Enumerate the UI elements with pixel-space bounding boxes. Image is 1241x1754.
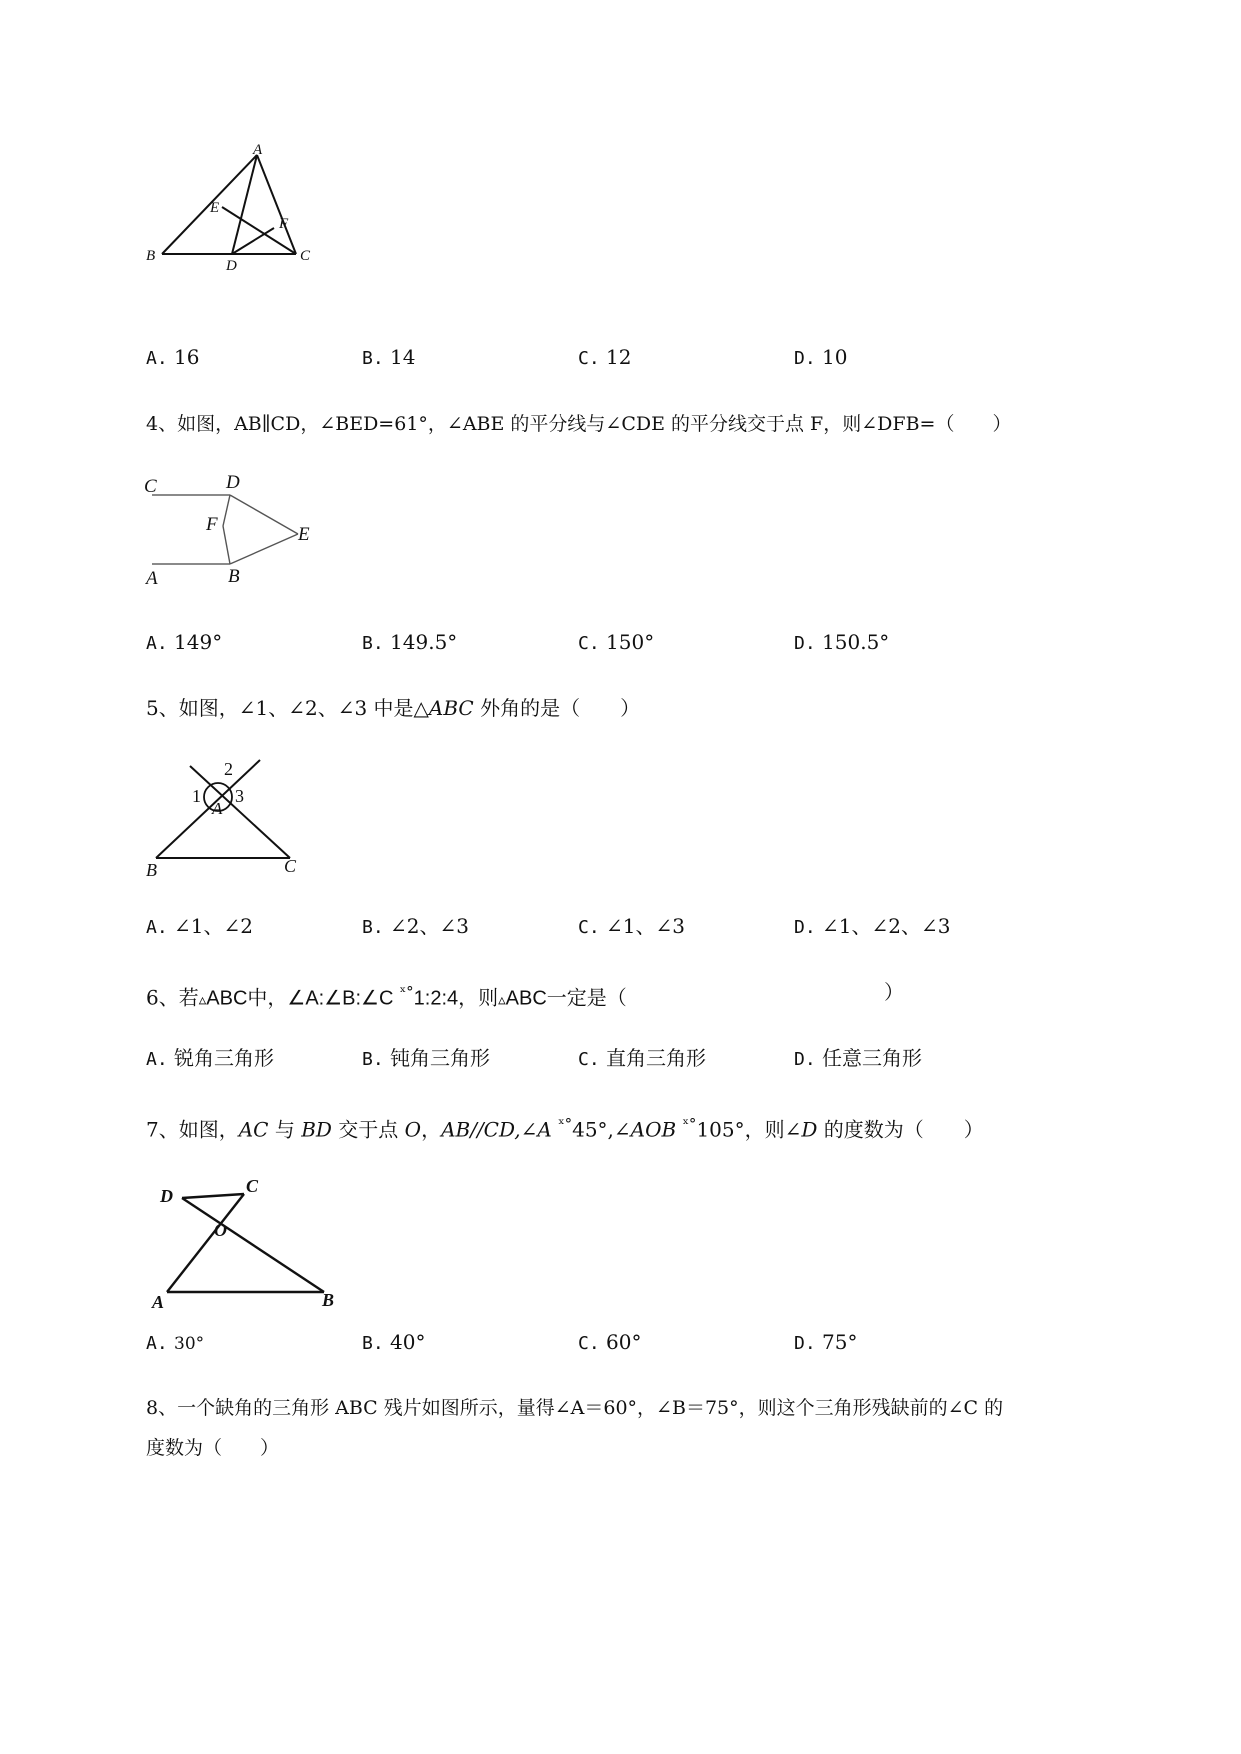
- q6-option-a[interactable]: [146, 1046, 274, 1072]
- q4-label-a: A: [146, 568, 158, 589]
- option-value: 149°: [174, 630, 223, 654]
- q8-stem-line1: 8、一个缺角的三角形 ABC 残片如图所示，量得∠A＝60°，∠B＝75°，则这个三角形残缺前的∠C 的: [146, 1397, 1004, 1419]
- q7-label-c: C: [246, 1176, 259, 1196]
- q7-t3: ，: [421, 1117, 442, 1142]
- q4-label-c: C: [144, 476, 157, 497]
- q3-option-a[interactable]: [146, 345, 200, 371]
- q5-stem-prefix: 5、如图，∠1、∠2、∠3 中是△: [146, 696, 429, 720]
- option-letter: B.: [362, 633, 384, 654]
- q6-abc: ABC: [206, 987, 248, 1010]
- q6-abc: ABC: [505, 987, 547, 1010]
- q3-option-b[interactable]: [362, 345, 416, 371]
- q6-stem-suffix: 一定是（: [546, 985, 627, 1010]
- q6-stem: [146, 980, 627, 1012]
- option-letter: C.: [578, 348, 600, 369]
- option-value: 锐角三角形: [174, 1046, 275, 1070]
- option-value: 150.5°: [822, 630, 890, 654]
- option-letter: D.: [794, 633, 816, 654]
- q6-close-paren: ）: [884, 980, 904, 1004]
- option-value: 150°: [606, 630, 655, 654]
- q6-mid2: ，则: [458, 985, 499, 1010]
- option-letter: D.: [794, 917, 816, 938]
- q7-v2: 105°，则∠: [696, 1117, 802, 1142]
- q5-option-d[interactable]: [794, 914, 951, 940]
- q4-label-d: D: [226, 472, 240, 493]
- q7-t2: 交于点: [331, 1117, 405, 1142]
- option-value: 12: [606, 345, 632, 369]
- q7-aob: AOB: [630, 1117, 677, 1142]
- option-value: 10: [822, 345, 848, 369]
- q3-option-c[interactable]: [578, 345, 632, 371]
- q3-label-e: E: [210, 200, 220, 216]
- q5-label-2: 2: [224, 759, 233, 779]
- q7-par: AB//CD,∠A: [441, 1117, 552, 1142]
- q3-label-f: F: [279, 216, 289, 232]
- q7-option-c[interactable]: [578, 1330, 642, 1356]
- option-letter: A.: [146, 633, 168, 654]
- q7-label-o: O: [214, 1220, 227, 1240]
- q7-option-a[interactable]: [146, 1330, 204, 1356]
- q7-option-d[interactable]: [794, 1330, 858, 1356]
- q7-d: D: [801, 1117, 818, 1142]
- option-letter: A.: [146, 348, 168, 369]
- option-value: 任意三角形: [822, 1046, 923, 1070]
- option-letter: D.: [794, 1333, 816, 1354]
- q7-v1: 45°,∠: [572, 1117, 631, 1142]
- option-value: ∠1、∠2、∠3: [822, 914, 951, 938]
- option-letter: B.: [362, 1333, 384, 1354]
- q7-bd: BD: [301, 1117, 332, 1142]
- q5-label-1: 1: [192, 786, 201, 806]
- q7-label-d: D: [160, 1186, 173, 1206]
- option-letter: B.: [362, 917, 384, 938]
- option-letter: A.: [146, 1049, 168, 1070]
- q4-label-b: B: [228, 566, 240, 587]
- q3-label-c: C: [300, 248, 311, 264]
- option-value: ∠1、∠2: [174, 914, 254, 938]
- option-letter: C.: [578, 1333, 600, 1354]
- option-value: 16: [174, 345, 200, 369]
- q4-figure: [140, 468, 320, 593]
- q6-ratio-values: 1:2:4: [413, 987, 459, 1010]
- q7-stem: [146, 1112, 984, 1142]
- q6-ratio-angles: ∠A:∠B:∠C: [287, 987, 394, 1010]
- q7-label-a: A: [152, 1292, 165, 1308]
- q4-option-b[interactable]: [362, 630, 457, 656]
- option-value: 30°: [174, 1334, 205, 1354]
- q7-ac: AC: [238, 1117, 269, 1142]
- q3-option-d[interactable]: [794, 345, 848, 371]
- q5-stem-abc: ABC: [428, 696, 474, 720]
- q3-label-d: D: [226, 258, 237, 274]
- q6-stem-prefix: 6、若: [146, 985, 199, 1010]
- q7-t1: 与: [268, 1117, 302, 1142]
- option-value: 14: [390, 345, 416, 369]
- q5-option-c[interactable]: [578, 914, 685, 940]
- q7-garbled-symbol: ˣ°: [682, 1115, 697, 1133]
- q6-mid1: 中，: [247, 985, 288, 1010]
- q4-option-d[interactable]: [794, 630, 889, 656]
- q4-option-a[interactable]: [146, 630, 222, 656]
- q5-stem: [146, 696, 640, 720]
- q7-num: 7、如图，: [146, 1117, 239, 1142]
- q7-figure: [142, 1168, 342, 1308]
- q4-stem: 4、如图，AB∥CD，∠BED=61°，∠ABE 的平分线与∠CDE 的平分线交于点 F，则∠DFB=（ ）: [146, 413, 1012, 435]
- option-value: 钝角三角形: [390, 1046, 491, 1070]
- option-letter: C.: [578, 1049, 600, 1070]
- q5-stem-suffix: 外角的是（ ）: [473, 696, 641, 720]
- q5-label-3: 3: [235, 786, 244, 806]
- option-letter: D.: [794, 1049, 816, 1070]
- q3-label-b: B: [146, 248, 156, 264]
- q7-o: O: [404, 1117, 422, 1142]
- q5-figure: [138, 748, 308, 878]
- q7-label-b: B: [322, 1290, 335, 1308]
- q6-option-c[interactable]: [578, 1046, 706, 1072]
- option-value: 40°: [390, 1330, 426, 1354]
- q6-option-b[interactable]: [362, 1046, 490, 1072]
- option-letter: C.: [578, 917, 600, 938]
- q5-option-a[interactable]: [146, 914, 253, 940]
- q7-option-b[interactable]: [362, 1330, 426, 1356]
- triangle-symbol: ▵: [498, 990, 506, 1009]
- q4-option-c[interactable]: [578, 630, 654, 656]
- option-letter: B.: [362, 1049, 384, 1070]
- q6-option-d[interactable]: [794, 1046, 922, 1072]
- q4-label-f: F: [206, 514, 218, 535]
- q3-figure: [140, 142, 320, 302]
- option-value: ∠1、∠3: [606, 914, 686, 938]
- q4-label-e: E: [298, 524, 310, 545]
- option-value: ∠2、∠3: [390, 914, 470, 938]
- option-value: 149.5°: [390, 630, 458, 654]
- q6-garbled-symbol: ˣ°: [399, 983, 414, 1001]
- q5-label-c: C: [284, 856, 297, 876]
- triangle-symbol: ▵: [198, 990, 207, 1009]
- q7-garbled-symbol: ˣ°: [558, 1115, 573, 1133]
- q3-label-a: A: [253, 142, 263, 158]
- option-value: 60°: [606, 1330, 642, 1354]
- q8-stem-line2: 度数为（ ）: [146, 1437, 280, 1459]
- option-letter: C.: [578, 633, 600, 654]
- option-value: 直角三角形: [606, 1046, 707, 1070]
- q5-label-a: A: [212, 799, 223, 818]
- q5-label-b: B: [146, 860, 157, 878]
- option-letter: D.: [794, 348, 816, 369]
- q7-t4: 的度数为（ ）: [817, 1117, 984, 1142]
- q5-option-b[interactable]: [362, 914, 469, 940]
- option-letter: B.: [362, 348, 384, 369]
- option-value: 75°: [822, 1330, 858, 1354]
- option-letter: A.: [146, 1333, 168, 1354]
- option-letter: A.: [146, 917, 168, 938]
